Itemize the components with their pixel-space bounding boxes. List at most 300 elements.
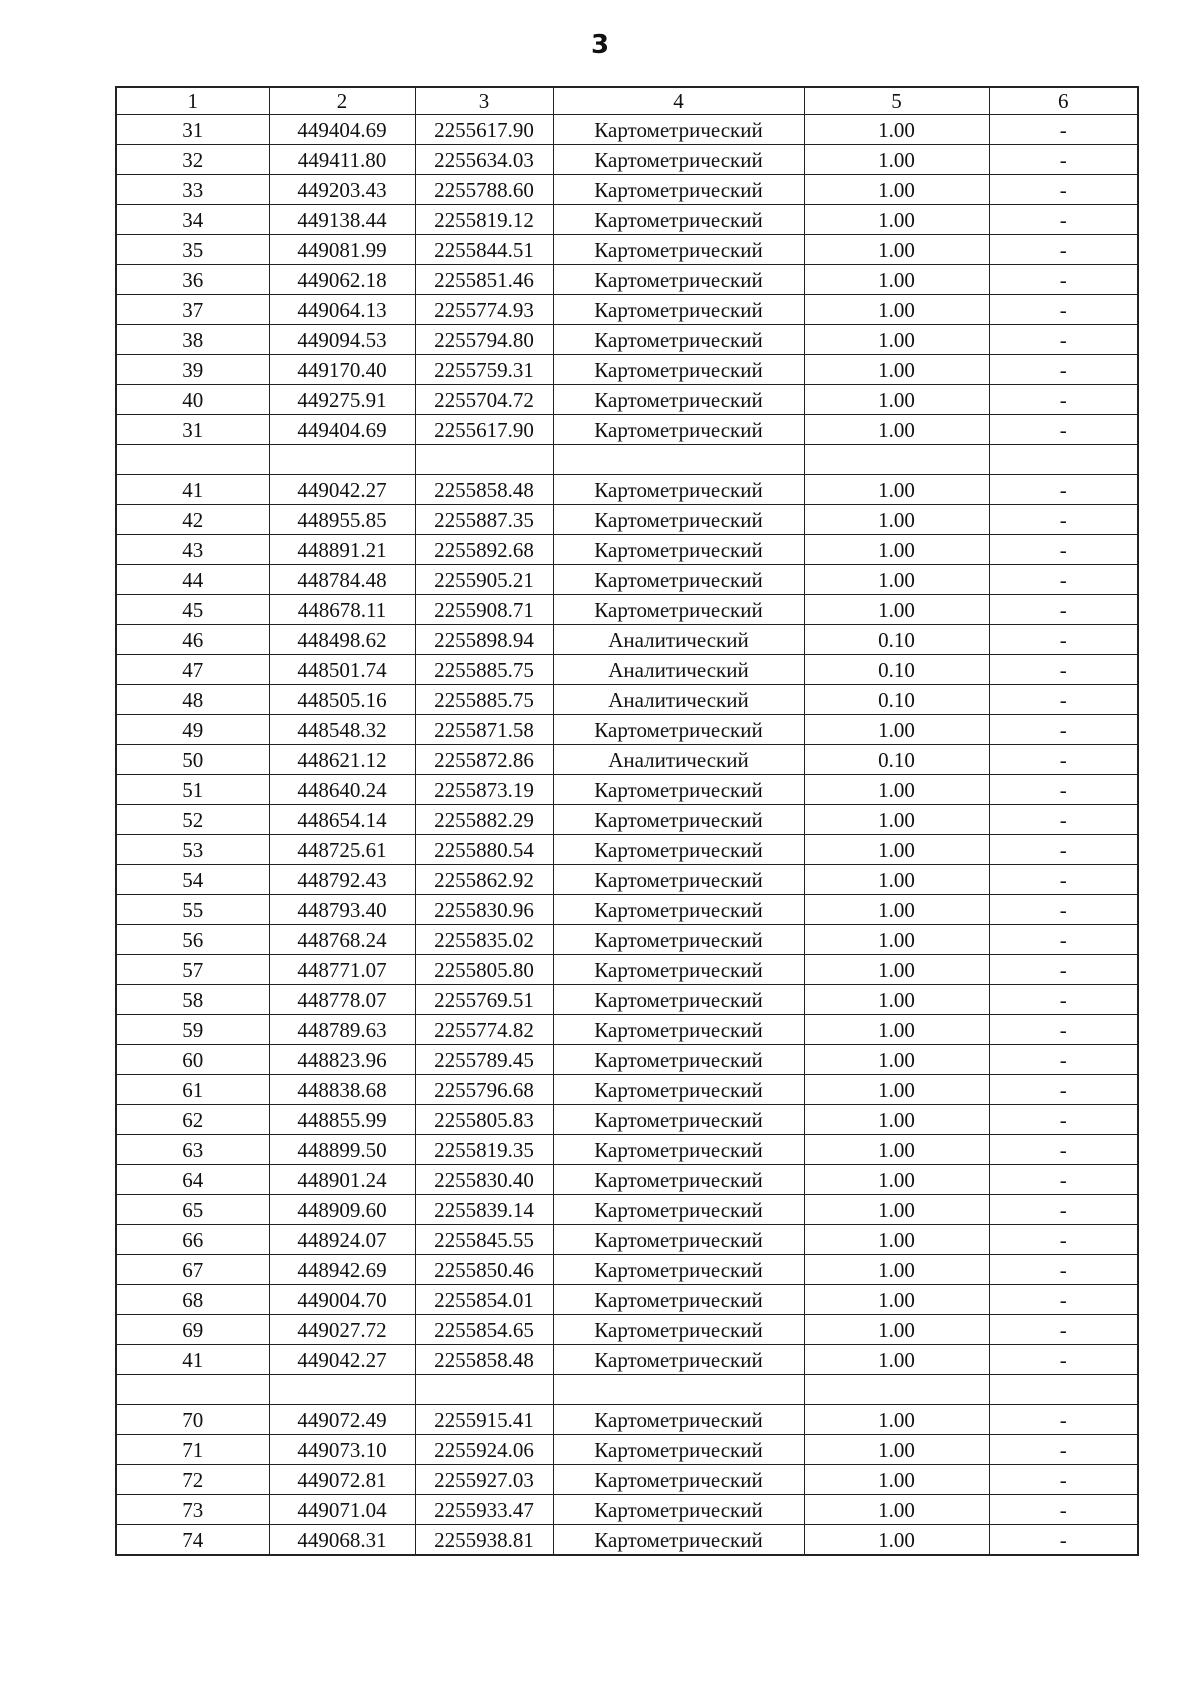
accuracy-cell: 1.00 [804,475,989,505]
accuracy-cell: 1.00 [804,775,989,805]
point-number-cell: 62 [116,1105,269,1135]
description-cell: - [989,1015,1138,1045]
accuracy-cell: 1.00 [804,205,989,235]
y-coordinate-cell: 2255898.94 [415,625,553,655]
x-coordinate-cell: 448891.21 [269,535,415,565]
point-number-cell: 52 [116,805,269,835]
y-coordinate-cell [415,1375,553,1405]
table-row [116,1105,1138,1135]
y-coordinate-cell: 2255887.35 [415,505,553,535]
description-cell: - [989,895,1138,925]
method-cell: Картометрический [553,1285,804,1315]
point-number-cell: 64 [116,1165,269,1195]
y-coordinate-cell: 2255835.02 [415,925,553,955]
description-cell: - [989,715,1138,745]
description-cell: - [989,1105,1138,1135]
description-cell: - [989,955,1138,985]
description-cell: - [989,1285,1138,1315]
method-cell: Картометрический [553,175,804,205]
method-cell: Аналитический [553,655,804,685]
accuracy-cell: 1.00 [804,115,989,145]
method-cell: Картометрический [553,145,804,175]
y-coordinate-cell: 2255882.29 [415,805,553,835]
description-cell: - [989,655,1138,685]
method-cell: Картометрический [553,1525,804,1556]
table-spacer-row [116,1375,1138,1405]
description-cell: - [989,145,1138,175]
x-coordinate-cell: 448778.07 [269,985,415,1015]
accuracy-cell: 1.00 [804,565,989,595]
y-coordinate-cell: 2255871.58 [415,715,553,745]
description-cell: - [989,235,1138,265]
accuracy-cell: 1.00 [804,265,989,295]
method-cell: Картометрический [553,325,804,355]
x-coordinate-cell: 448678.11 [269,595,415,625]
x-coordinate-cell: 449094.53 [269,325,415,355]
table-row [116,715,1138,745]
accuracy-cell [804,1375,989,1405]
x-coordinate-cell: 448901.24 [269,1165,415,1195]
table-row [116,1135,1138,1165]
accuracy-cell: 1.00 [804,235,989,265]
table-row [116,985,1138,1015]
point-number-cell: 60 [116,1045,269,1075]
accuracy-cell: 1.00 [804,505,989,535]
description-cell: - [989,1075,1138,1105]
method-cell: Картометрический [553,1015,804,1045]
x-coordinate-cell: 448725.61 [269,835,415,865]
description-cell: - [989,1345,1138,1375]
table-row [116,205,1138,235]
accuracy-cell: 1.00 [804,1285,989,1315]
point-number-cell: 63 [116,1135,269,1165]
x-coordinate-cell: 449275.91 [269,385,415,415]
method-cell: Картометрический [553,715,804,745]
point-number-cell: 41 [116,1345,269,1375]
table-row [116,1075,1138,1105]
table-row [116,535,1138,565]
table-row [116,1195,1138,1225]
x-coordinate-cell: 448838.68 [269,1075,415,1105]
accuracy-cell: 1.00 [804,865,989,895]
method-cell: Аналитический [553,685,804,715]
y-coordinate-cell: 2255844.51 [415,235,553,265]
point-number-cell: 68 [116,1285,269,1315]
table-row [116,565,1138,595]
accuracy-cell: 1.00 [804,835,989,865]
method-cell: Картометрический [553,1045,804,1075]
description-cell: - [989,1045,1138,1075]
point-number-cell: 58 [116,985,269,1015]
method-cell: Картометрический [553,1465,804,1495]
accuracy-cell: 1.00 [804,415,989,445]
x-coordinate-cell: 448501.74 [269,655,415,685]
table-row [116,895,1138,925]
table-row [116,685,1138,715]
x-coordinate-cell: 449170.40 [269,355,415,385]
description-cell: - [989,205,1138,235]
y-coordinate-cell: 2255938.81 [415,1525,553,1556]
x-coordinate-cell: 448793.40 [269,895,415,925]
x-coordinate-cell: 449064.13 [269,295,415,325]
x-coordinate-cell: 448823.96 [269,1045,415,1075]
y-coordinate-cell: 2255819.12 [415,205,553,235]
y-coordinate-cell: 2255819.35 [415,1135,553,1165]
y-coordinate-cell: 2255830.40 [415,1165,553,1195]
table-row [116,1255,1138,1285]
point-number-cell: 74 [116,1525,269,1556]
method-cell: Картометрический [553,1255,804,1285]
table-row [116,835,1138,865]
table-row [116,1465,1138,1495]
point-number-cell: 34 [116,205,269,235]
method-cell: Картометрический [553,925,804,955]
table-row [116,655,1138,685]
point-number-cell: 48 [116,685,269,715]
accuracy-cell: 1.00 [804,1105,989,1135]
table-row [116,925,1138,955]
method-cell: Картометрический [553,1345,804,1375]
x-coordinate-cell: 449203.43 [269,175,415,205]
x-coordinate-cell: 448792.43 [269,865,415,895]
y-coordinate-cell: 2255850.46 [415,1255,553,1285]
description-cell: - [989,325,1138,355]
accuracy-cell: 1.00 [804,1525,989,1556]
table-body [116,87,1138,1555]
table-spacer-row [116,445,1138,475]
point-number-cell: 39 [116,355,269,385]
y-coordinate-cell: 2255704.72 [415,385,553,415]
method-cell: Картометрический [553,505,804,535]
y-coordinate-cell: 2255851.46 [415,265,553,295]
table-row [116,745,1138,775]
point-number-cell: 69 [116,1315,269,1345]
y-coordinate-cell: 2255862.92 [415,865,553,895]
y-coordinate-cell: 2255805.80 [415,955,553,985]
x-coordinate-cell: 449081.99 [269,235,415,265]
point-number-cell: 47 [116,655,269,685]
accuracy-cell [804,445,989,475]
method-cell: Картометрический [553,385,804,415]
accuracy-cell: 1.00 [804,145,989,175]
y-coordinate-cell: 2255892.68 [415,535,553,565]
table-row [116,1015,1138,1045]
table-row [116,115,1138,145]
description-cell: - [989,415,1138,445]
method-cell: Картометрический [553,475,804,505]
accuracy-cell: 1.00 [804,1255,989,1285]
y-coordinate-cell: 2255933.47 [415,1495,553,1525]
y-coordinate-cell: 2255873.19 [415,775,553,805]
x-coordinate-cell: 448855.99 [269,1105,415,1135]
method-cell: Картометрический [553,985,804,1015]
x-coordinate-cell: 449042.27 [269,1345,415,1375]
method-cell [553,445,804,475]
y-coordinate-cell: 2255845.55 [415,1225,553,1255]
description-cell: - [989,535,1138,565]
description-cell: - [989,1525,1138,1556]
accuracy-cell: 1.00 [804,1075,989,1105]
x-coordinate-cell: 449073.10 [269,1435,415,1465]
point-number-cell: 33 [116,175,269,205]
table-header-row [116,87,1138,115]
x-coordinate-cell: 448909.60 [269,1195,415,1225]
method-cell: Картометрический [553,265,804,295]
accuracy-cell: 1.00 [804,1465,989,1495]
x-coordinate-cell: 449068.31 [269,1525,415,1556]
description-cell: - [989,475,1138,505]
x-coordinate-cell: 448771.07 [269,955,415,985]
x-coordinate-cell: 448942.69 [269,1255,415,1285]
y-coordinate-cell: 2255769.51 [415,985,553,1015]
point-number-cell: 72 [116,1465,269,1495]
accuracy-cell: 1.00 [804,295,989,325]
accuracy-cell: 0.10 [804,745,989,775]
x-coordinate-cell: 448498.62 [269,625,415,655]
method-cell: Картометрический [553,1075,804,1105]
table-row [116,385,1138,415]
method-cell: Картометрический [553,775,804,805]
y-coordinate-cell: 2255905.21 [415,565,553,595]
description-cell: - [989,565,1138,595]
y-coordinate-cell: 2255617.90 [415,415,553,445]
header-cell: 1 [116,87,269,115]
description-cell: - [989,1195,1138,1225]
table-row [116,415,1138,445]
method-cell: Картометрический [553,565,804,595]
x-coordinate-cell: 449004.70 [269,1285,415,1315]
x-coordinate-cell: 449071.04 [269,1495,415,1525]
method-cell: Картометрический [553,805,804,835]
method-cell: Картометрический [553,235,804,265]
method-cell: Картометрический [553,535,804,565]
x-coordinate-cell: 448924.07 [269,1225,415,1255]
point-number-cell: 54 [116,865,269,895]
method-cell: Картометрический [553,1405,804,1435]
x-coordinate-cell: 448621.12 [269,745,415,775]
description-cell: - [989,805,1138,835]
accuracy-cell: 1.00 [804,535,989,565]
method-cell: Картометрический [553,115,804,145]
method-cell [553,1375,804,1405]
table-row [116,1525,1138,1556]
method-cell: Картометрический [553,595,804,625]
x-coordinate-cell: 448548.32 [269,715,415,745]
accuracy-cell: 1.00 [804,595,989,625]
x-coordinate-cell: 449042.27 [269,475,415,505]
table-row [116,775,1138,805]
x-coordinate-cell: 448899.50 [269,1135,415,1165]
table-row [116,145,1138,175]
point-number-cell: 61 [116,1075,269,1105]
accuracy-cell: 1.00 [804,1435,989,1465]
y-coordinate-cell: 2255908.71 [415,595,553,625]
description-cell: - [989,175,1138,205]
method-cell: Картометрический [553,1165,804,1195]
y-coordinate-cell: 2255796.68 [415,1075,553,1105]
description-cell: - [989,115,1138,145]
table-row [116,1165,1138,1195]
coordinates-table [115,86,1139,1556]
accuracy-cell: 1.00 [804,925,989,955]
header-cell: 5 [804,87,989,115]
x-coordinate-cell: 449072.81 [269,1465,415,1495]
point-number-cell: 55 [116,895,269,925]
x-coordinate-cell: 449072.49 [269,1405,415,1435]
y-coordinate-cell: 2255927.03 [415,1465,553,1495]
y-coordinate-cell: 2255880.54 [415,835,553,865]
accuracy-cell: 0.10 [804,685,989,715]
table-row [116,355,1138,385]
accuracy-cell: 1.00 [804,385,989,415]
y-coordinate-cell [415,445,553,475]
table-row [116,475,1138,505]
table-row [116,955,1138,985]
point-number-cell: 67 [116,1255,269,1285]
y-coordinate-cell: 2255759.31 [415,355,553,385]
point-number-cell: 37 [116,295,269,325]
header-cell: 4 [553,87,804,115]
accuracy-cell: 1.00 [804,715,989,745]
method-cell: Картометрический [553,355,804,385]
description-cell [989,1375,1138,1405]
description-cell: - [989,1315,1138,1345]
table-row [116,325,1138,355]
description-cell: - [989,1135,1138,1165]
method-cell: Картометрический [553,1435,804,1465]
y-coordinate-cell: 2255858.48 [415,1345,553,1375]
accuracy-cell: 1.00 [804,175,989,205]
method-cell: Картометрический [553,1105,804,1135]
table-row [116,175,1138,205]
x-coordinate-cell [269,445,415,475]
table-row [116,235,1138,265]
table-row [116,505,1138,535]
point-number-cell: 70 [116,1405,269,1435]
header-cell: 2 [269,87,415,115]
y-coordinate-cell: 2255805.83 [415,1105,553,1135]
y-coordinate-cell: 2255789.45 [415,1045,553,1075]
x-coordinate-cell: 449404.69 [269,415,415,445]
y-coordinate-cell: 2255858.48 [415,475,553,505]
table-row [116,1045,1138,1075]
accuracy-cell: 1.00 [804,1495,989,1525]
point-number-cell: 41 [116,475,269,505]
method-cell: Картометрический [553,295,804,325]
point-number-cell: 31 [116,115,269,145]
accuracy-cell: 1.00 [804,805,989,835]
description-cell [989,445,1138,475]
point-number-cell: 46 [116,625,269,655]
point-number-cell: 53 [116,835,269,865]
description-cell: - [989,745,1138,775]
method-cell: Картометрический [553,955,804,985]
y-coordinate-cell: 2255885.75 [415,685,553,715]
method-cell: Картометрический [553,415,804,445]
point-number-cell: 44 [116,565,269,595]
accuracy-cell: 1.00 [804,1345,989,1375]
y-coordinate-cell: 2255774.93 [415,295,553,325]
description-cell: - [989,1405,1138,1435]
table-row [116,625,1138,655]
x-coordinate-cell: 449062.18 [269,265,415,295]
description-cell: - [989,1255,1138,1285]
header-cell: 3 [415,87,553,115]
method-cell: Картометрический [553,835,804,865]
x-coordinate-cell: 448789.63 [269,1015,415,1045]
description-cell: - [989,1165,1138,1195]
description-cell: - [989,265,1138,295]
table-row [116,1405,1138,1435]
point-number-cell: 38 [116,325,269,355]
table-row [116,805,1138,835]
method-cell: Картометрический [553,865,804,895]
method-cell: Картометрический [553,1495,804,1525]
y-coordinate-cell: 2255839.14 [415,1195,553,1225]
page-number: 3 [590,30,610,60]
method-cell: Картометрический [553,895,804,925]
point-number-cell: 65 [116,1195,269,1225]
point-number-cell: 51 [116,775,269,805]
x-coordinate-cell: 448768.24 [269,925,415,955]
x-coordinate-cell [269,1375,415,1405]
point-number-cell [116,1375,269,1405]
accuracy-cell: 1.00 [804,1045,989,1075]
point-number-cell: 66 [116,1225,269,1255]
x-coordinate-cell: 448784.48 [269,565,415,595]
point-number-cell: 43 [116,535,269,565]
point-number-cell: 71 [116,1435,269,1465]
point-number-cell: 56 [116,925,269,955]
y-coordinate-cell: 2255854.65 [415,1315,553,1345]
method-cell: Картометрический [553,1195,804,1225]
accuracy-cell: 1.00 [804,355,989,385]
table-row [116,1345,1138,1375]
y-coordinate-cell: 2255634.03 [415,145,553,175]
description-cell: - [989,355,1138,385]
description-cell: - [989,295,1138,325]
point-number-cell: 49 [116,715,269,745]
method-cell: Аналитический [553,625,804,655]
description-cell: - [989,775,1138,805]
point-number-cell: 35 [116,235,269,265]
x-coordinate-cell: 448640.24 [269,775,415,805]
y-coordinate-cell: 2255788.60 [415,175,553,205]
accuracy-cell: 1.00 [804,1315,989,1345]
table-row [116,1315,1138,1345]
x-coordinate-cell: 448505.16 [269,685,415,715]
description-cell: - [989,595,1138,625]
description-cell: - [989,1225,1138,1255]
table-row [116,1285,1138,1315]
description-cell: - [989,985,1138,1015]
description-cell: - [989,505,1138,535]
y-coordinate-cell: 2255915.41 [415,1405,553,1435]
accuracy-cell: 1.00 [804,1015,989,1045]
method-cell: Картометрический [553,1225,804,1255]
accuracy-cell: 0.10 [804,655,989,685]
accuracy-cell: 1.00 [804,1165,989,1195]
accuracy-cell: 1.00 [804,1135,989,1165]
table-row [116,265,1138,295]
accuracy-cell: 1.00 [804,1195,989,1225]
table-row [116,1495,1138,1525]
point-number-cell: 45 [116,595,269,625]
x-coordinate-cell: 449404.69 [269,115,415,145]
x-coordinate-cell: 448654.14 [269,805,415,835]
y-coordinate-cell: 2255854.01 [415,1285,553,1315]
description-cell: - [989,835,1138,865]
